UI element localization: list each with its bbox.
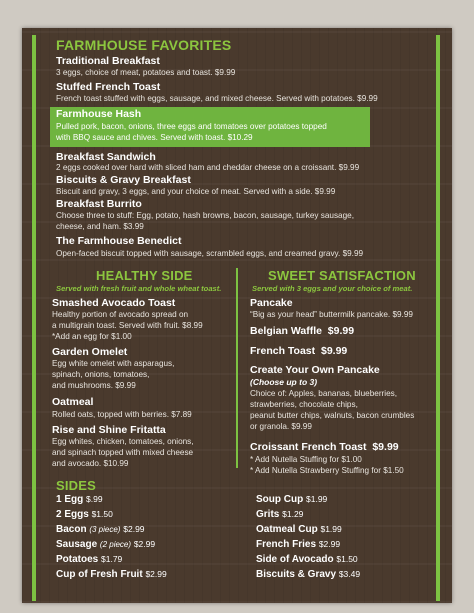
menu-item-name: The Farmhouse Benedict <box>56 235 182 247</box>
side-note: (2 piece) <box>99 540 132 549</box>
side-name: Cup of Fresh Fruit <box>56 569 143 580</box>
menu-item-desc: Pulled pork, bacon, onions, three eggs and tomatoes over potatoes topped <box>56 122 327 131</box>
side-price: $1.50 <box>91 509 113 519</box>
side-note: (3 piece) <box>89 525 121 534</box>
side-item <box>256 509 303 520</box>
menu-item-name: Garden Omelet <box>52 346 128 358</box>
menu-item-desc: peanut butter chips, walnuts, bacon crumbles <box>250 411 415 420</box>
section-title-healthy: HEALTHY SIDE <box>96 268 193 283</box>
side-item <box>256 554 358 565</box>
side-name: Bacon <box>56 524 87 535</box>
side-item <box>56 494 103 505</box>
menu-item-name: Traditional Breakfast <box>56 55 160 67</box>
side-item <box>256 539 340 550</box>
side-name: Soup Cup <box>256 494 304 505</box>
side-price: $1.79 <box>101 554 123 564</box>
menu-item-desc: 2 eggs cooked over hard with sliced ham and cheddar cheese on a croissant. $9.99 <box>56 163 360 172</box>
menu-item-note: (Choose up to 3) <box>250 377 318 387</box>
section-title-sweet: SWEET SATISFACTION <box>268 268 416 283</box>
side-item <box>256 494 327 505</box>
section-subtitle-healthy: Served with fresh fruit and whole wheat toast. <box>56 284 222 293</box>
side-price: $3.49 <box>338 569 361 579</box>
section-title-favorites: FARMHOUSE FAVORITES <box>56 37 232 53</box>
menu-item-name-featured: Farmhouse Hash <box>56 108 142 120</box>
section-subtitle-sweet: Served with 3 eggs and your choice of meat. <box>252 284 413 293</box>
side-item <box>256 524 342 535</box>
menu-item-desc: Egg whites, chicken, tomatoes, onions, <box>52 437 194 446</box>
menu-item-name <box>250 441 399 453</box>
column-divider <box>236 268 238 468</box>
side-name: 2 Eggs <box>56 509 89 520</box>
menu-item-desc: 3 eggs, choice of meat, potatoes and toast. $9.99 <box>56 68 236 77</box>
item-label: Belgian Waffle <box>250 325 322 337</box>
item-price: $9.99 <box>372 441 399 453</box>
side-name: Oatmeal Cup <box>256 524 318 535</box>
menu-item-desc: Egg white omelet with asparagus, <box>52 359 175 368</box>
menu-item-desc: Choice of: Apples, bananas, blueberries, <box>250 389 398 398</box>
menu-item-name: Rise and Shine Fritatta <box>52 424 166 436</box>
menu-item-name: Breakfast Burrito <box>56 198 142 210</box>
menu-item-desc: a multigrain toast. Served with fruit. $8.99 <box>52 321 203 330</box>
side-name: 1 Egg <box>56 494 84 505</box>
menu-item-desc: * Add Nutella Strawberry Stuffing for $1.50 <box>250 466 404 475</box>
menu-item-desc: cheese, and ham. $3.99 <box>56 222 144 231</box>
menu-item-desc: *Add an egg for $1.00 <box>52 332 132 341</box>
side-item <box>256 569 360 580</box>
side-item <box>56 524 145 535</box>
side-price: $1.99 <box>320 524 342 534</box>
menu-item-name: Create Your Own Pancake <box>250 364 380 376</box>
menu-item-name <box>250 345 347 357</box>
section-title-sides: SIDES <box>56 478 97 493</box>
menu-item-desc: spinach, onions, tomatoes, <box>52 370 150 379</box>
left-green-border <box>32 35 36 601</box>
menu-item-desc: French toast stuffed with eggs, sausage, and mixed cheese. Served with potatoes. $9.99 <box>56 94 378 103</box>
menu-item-desc: Open-faced biscuit topped with sausage, scrambled eggs, and creamed gravy. $9.99 <box>56 249 364 258</box>
menu-item-name: Biscuits & Gravy Breakfast <box>56 174 191 186</box>
menu-item-desc: and mushrooms. $9.99 <box>52 381 136 390</box>
item-label: French Toast <box>250 345 316 357</box>
right-green-border <box>436 35 440 601</box>
menu-item-name: Pancake <box>250 297 293 309</box>
menu-item-desc: with BBQ sauce and chives. Served with toast. $10.29 <box>56 133 253 142</box>
menu-item-desc: “Big as your head” buttermilk pancake. $9.99 <box>250 310 413 319</box>
menu-item-desc: * Add Nutella Stuffing for $1.00 <box>250 455 362 464</box>
side-item <box>56 569 167 580</box>
menu-item-name: Smashed Avocado Toast <box>52 297 176 309</box>
menu-item-name: Oatmeal <box>52 396 94 408</box>
side-name: Sausage <box>56 539 98 550</box>
menu-item-desc: or granola. $9.99 <box>250 422 312 431</box>
side-name: French Fries <box>256 539 317 550</box>
menu-item-desc: Healthy portion of avocado spread on <box>52 310 189 319</box>
menu-item-desc: strawberries, chocolate chips, <box>250 400 358 409</box>
side-item <box>56 554 122 565</box>
side-price: $2.99 <box>133 539 156 549</box>
menu-item-desc: Rolled oats, topped with berries. $7.89 <box>52 410 192 419</box>
side-price: $2.99 <box>123 524 145 534</box>
side-price: $1.50 <box>336 554 358 564</box>
menu-item-desc: Biscuit and gravy, 3 eggs, and your choice of meat. Served with a side. $9.99 <box>56 187 336 196</box>
menu-item-desc: and spinach topped with mixed cheese <box>52 448 194 457</box>
side-price: $1.29 <box>282 509 304 519</box>
menu-item-name <box>250 325 354 337</box>
menu-item-name: Breakfast Sandwich <box>56 151 156 163</box>
menu-item-desc: and avocado. $10.99 <box>52 459 129 468</box>
side-name: Potatoes <box>56 554 99 565</box>
side-name: Grits <box>256 509 280 520</box>
side-price: $.99 <box>86 494 103 504</box>
side-name: Biscuits & Gravy <box>256 569 337 580</box>
item-price: $9.99 <box>327 325 355 337</box>
menu-item-name: Stuffed French Toast <box>56 81 161 93</box>
menu-item-desc: Choose three to stuff: Egg, potato, hash browns, bacon, sausage, turkey sausage, <box>56 211 354 220</box>
item-price: $9.99 <box>321 345 348 357</box>
side-item <box>56 509 113 520</box>
side-price: $2.99 <box>145 569 167 579</box>
side-name: Side of Avocado <box>256 554 334 565</box>
item-label: Croissant French Toast <box>250 441 367 453</box>
side-item <box>56 539 155 550</box>
side-price: $2.99 <box>318 539 341 549</box>
side-price: $1.99 <box>306 494 328 504</box>
